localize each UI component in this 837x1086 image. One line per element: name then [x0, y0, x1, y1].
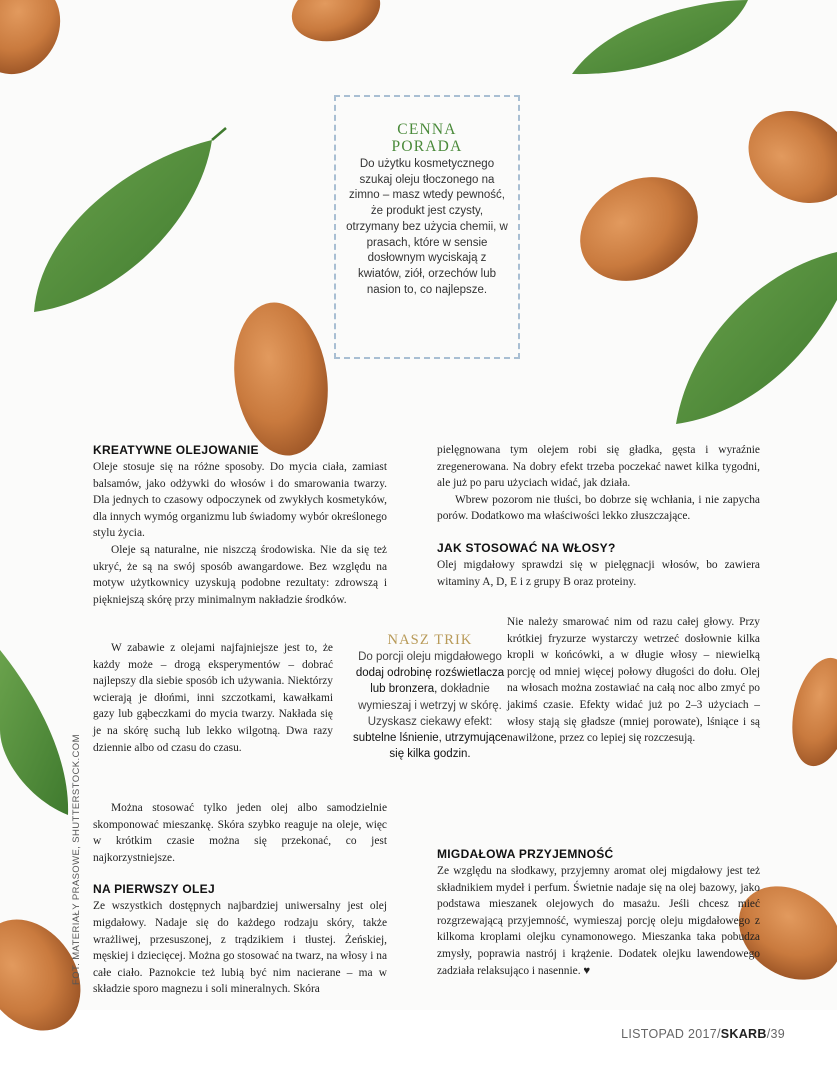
footer-separator: /: [716, 1027, 721, 1041]
trick-highlight: dodaj odrobinę rozświetlacza lub bronzera,: [355, 667, 505, 696]
paragraph: Oleje stosuje się na różne sposoby. Do mycia ciała, zamiast balsamów, jako odżywki do włosów i do smarowania twarzy. Dla jednych to czasowy odpoczynek od zwykłych kosmetyków, dla innych wymóg organizmu lub świadomy wybór określonego stylu życia.: [93, 461, 387, 540]
trick-text: dokładnie wymieszaj i wetrzyj w skórę. Uzyskasz ciekawy efekt:: [358, 683, 502, 728]
section-heading: MIGDAŁOWA PRZYJEMNOŚĆ: [437, 847, 614, 861]
trick-title: NASZ TRIK: [387, 632, 473, 648]
paragraph: Ze wszystkich dostępnych najbardziej uniwersalny jest olej migdałowy. Nadaje się do każdego rodzaju skóry, także wrażliwej, przesuszonej, z trądzikiem i tłustej. Żeńskiej, męskiej i dziecięcej. Można go stosować na twarz, na włosy i na całe ciało. Paznokcie też lubią być nim nacierane – ma w składzie sporo magnezu i soli mineralnych. Skóra: [93, 900, 387, 996]
tip-title: [336, 121, 518, 155]
trick-body: [347, 649, 513, 762]
paragraph: pielęgnowana tym olejem robi się gładka, gęsta i wyraźnie zregenerowana. Na dobry efekt trzeba poczekać nawet kilka tygodni, ale już po paru użyciach widać, jak działa.: [437, 444, 760, 490]
article-column-right-narrow: [507, 614, 760, 747]
section-heading: NA PIERWSZY OLEJ: [93, 882, 215, 897]
paragraph: Można stosować tylko jeden olej albo samodzielnie skomponować mieszankę. Skóra szybko reaguje na oleje, więc w krótkim czasie można się przekonać, co jest najkorzystniejsze.: [93, 802, 387, 864]
paragraph: W zabawie z olejami najfajniejsze jest to, że każdy może – drogą eksperymentów – dobrać najlepszy dla siebie sposób ich używania. Niektórzy wcierają je dłońmi, inni szczotkami, kawałkami gazy lub gąbeczkami do mycia twarzy. Nakłada się je na skórę suchą lub lekko wilgotną. Dwa razy dziennie albo od czasu do czasu.: [93, 642, 333, 754]
paragraph: Oleje są naturalne, nie niszczą środowiska. Nie da się też ukryć, że są na swój sposób awangardowe. Bez względu na motyw użytkownicy uzyskują podobne rezultaty: zdrowszą i piękniejszą skórę przy minimalnym nakładzie środków.: [93, 543, 387, 606]
paragraph: Ze względu na słodkawy, przyjemny aromat olej migdałowy jest też składnikiem mydeł i perfum. Świetnie nadaje się na olej bazowy, jako podstawa mieszanek olejowych do masażu. Jeśli chcesz mieć rozgrzewającą przyjemność, wymieszaj porcję oleju migdałowego z kilkoma kroplami olejku cynamonowego. Mieszanka taka pobudza zmysły, poprawia nastrój i krążenie. Dodatek olejku lawendowego zadziała relaksująco i nasennie. ♥: [437, 865, 760, 977]
article-column-left-top: [93, 442, 387, 608]
paragraph: Nie należy smarować nim od razu całej głowy. Przy krótkiej fryzurze wystarczy wetrzeć dosłownie kilka kropli w końcówki, a w długie włosy – niewielką porcję od mniej więcej połowy długości do dołu. Olej na włosach można zostawiać na całą noc albo zmyć po jakimś czasie. Efekty widać już po 2–3 użyciach – włosy stają się gładsze (mniej porowate), lśniące i są nawilżone, przez co lepiej się rozczesują.: [507, 616, 760, 745]
almond-image: [783, 652, 837, 771]
leaf-image: [34, 140, 212, 312]
paragraph: Wbrew pozorom nie tłuści, bo dobrze się wchłania, i nie zapycha porów. Dodatkowo ma właściwości lekko złuszczające.: [437, 493, 760, 523]
trick-highlight: subtelne lśnienie, utrzymujące się kilka godzin.: [352, 732, 508, 761]
leaf-image: [0, 650, 68, 815]
article-column-right-bottom: [437, 846, 760, 979]
almond-image: [0, 0, 77, 90]
article-column-right-top: [437, 442, 760, 590]
tip-title-line: PORADA: [391, 138, 463, 155]
paragraph: Olej migdałowy sprawdzi się w pielęgnacji włosów, bo zawiera witaminy A, D, E i z grupy B oraz proteiny.: [437, 558, 760, 588]
almond-image: [0, 900, 101, 1050]
almond-image: [225, 296, 338, 461]
article-column-left-narrow: [93, 640, 333, 756]
page-footer: [621, 1027, 785, 1041]
magazine-name: SKARB: [720, 1027, 767, 1041]
leaf-image: [212, 128, 226, 140]
page-number: 39: [770, 1027, 785, 1041]
section-heading: KREATYWNE OLEJOWANIE: [93, 443, 259, 457]
photo-credit: FOT. MATERIAŁY PRASOWE, SHUTTERSTOCK.COM: [71, 734, 82, 985]
leaf-image: [676, 252, 837, 424]
tip-body: Do użytku kosmetycznego szukaj oleju tłoczonego na zimno – masz wtedy pewność, że produkt jest czysty, otrzymany bez użycia chemii, w prasach, które w sensie dosłownym wyciskają z kwiatów, ziół, orzechów lub nasion to, co najlepsze.: [346, 158, 508, 296]
tip-box: [334, 95, 520, 359]
trick-text: Do porcji oleju migdałowego: [358, 651, 502, 663]
almond-image: [561, 156, 716, 301]
article-column-left-bottom: [93, 800, 387, 998]
footer-separator: /: [766, 1027, 771, 1041]
almond-image: [732, 93, 837, 221]
tip-title-line: CENNA: [397, 121, 457, 138]
trick-box: [347, 632, 513, 762]
issue-date: LISTOPAD 2017: [621, 1027, 717, 1041]
section-heading: JAK STOSOWAĆ NA WŁOSY?: [437, 540, 616, 555]
leaf-image: [572, 0, 748, 74]
almond-image: [285, 0, 387, 51]
